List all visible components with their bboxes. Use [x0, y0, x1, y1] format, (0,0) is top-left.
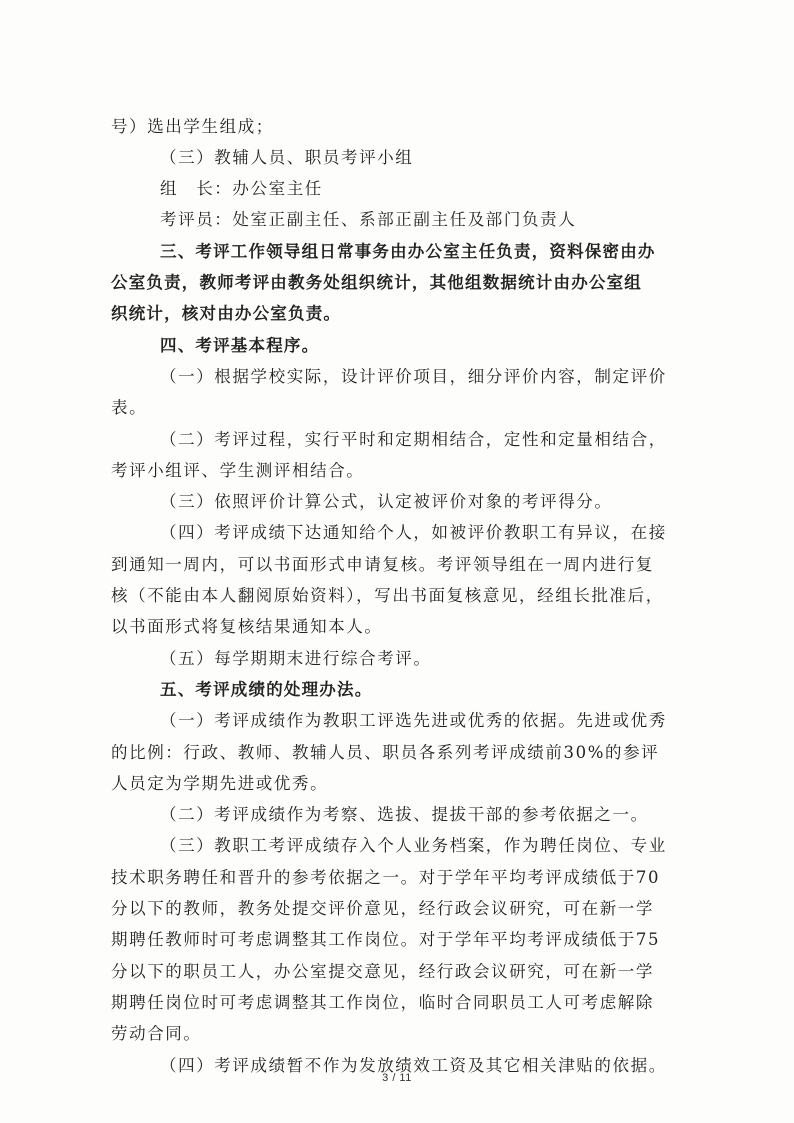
text-line-12: 考评小组评、学生测评相结合。 [111, 460, 365, 480]
text-line-4: 考评员：处室正副主任、系部正副主任及部门负责人 [160, 210, 577, 230]
text-line-3: 组 长：办公室主任 [160, 179, 323, 199]
text-line-9: （一）根据学校实际，设计评价项目，细分评价内容，制定评价 [160, 366, 667, 386]
text-line-31: （四）考评成绩暂不作为发放绩效工资及其它相关津贴的依据。 [160, 1055, 667, 1075]
section-3-line-2: 公室负责，教师考评由教务处组织统计，其他组数据统计由办公室组 [111, 273, 642, 292]
text-line-17: 以书面形式将复核结果通知本人。 [111, 617, 383, 637]
text-line-2: （三）教辅人员、职员考评小组 [160, 147, 414, 167]
text-line-20: （一）考评成绩作为教职工评选先进或优秀的依据。先进或优秀 [160, 711, 667, 731]
section-4-heading: 四、考评基本程序。 [160, 335, 320, 355]
text-line-18: （五）每学期期末进行综合考评。 [160, 648, 432, 668]
text-line-26: 分以下的教师，教务处提交评价意见，经行政会议研究，可在新一学 [111, 899, 654, 918]
text-line-21: 的比例：行政、教师、教辅人员、职员各系列考评成绩前30%的参评 [111, 742, 660, 762]
text-line-27: 期聘任教师时可考虑调整其工作岗位。对于学年平均考评成绩低于75 [111, 930, 661, 950]
section-3-heading: 三、考评工作领导组日常事务由办公室主任负责，资料保密由办 [160, 241, 656, 261]
text-line-28: 分以下的职员工人，办公室提交意见，经行政会议研究，可在新一学 [111, 961, 654, 981]
text-line-30: 劳动合同。 [111, 1024, 202, 1044]
text-line-1: 号）选出学生组成； [111, 116, 274, 136]
text-line-15: 到通知一周内，可以书面形式申请复核。考评领导组在一周内进行复 [111, 554, 654, 574]
page-number: 3 / 11 [382, 1072, 412, 1084]
section-3-line-3: 织统计，核对由办公室负责。 [111, 304, 342, 324]
text-line-11: （二）考评过程，实行平时和定期相结合，定性和定量相结合， [160, 429, 667, 449]
text-line-29: 期聘任岗位时可考虑调整其工作岗位，临时合同职员工人可考虑解除 [111, 992, 654, 1012]
text-line-16: 核（不能由本人翻阅原始资料），写出书面复核意见，经组长批准后， [111, 586, 664, 605]
text-line-23: （二）考评成绩作为考察、选拔、提拔干部的参考依据之一。 [160, 805, 649, 825]
section-5-heading: 五、考评成绩的处理办法。 [160, 679, 373, 699]
text-line-10: 表。 [111, 398, 148, 418]
text-line-24: （三）教职工考评成绩存入个人业务档案，作为聘任岗位、专业 [160, 836, 667, 856]
text-line-13: （三）依照评价计算公式，认定被评价对象的考评得分。 [160, 492, 613, 512]
text-line-22: 人员定为学期先进或优秀。 [111, 773, 329, 793]
text-line-14: （四）考评成绩下达通知给个人，如被评价教职工有异议，在接 [160, 523, 667, 543]
text-line-25: 技术职务聘任和晋升的参考依据之一。对于学年平均考评成绩低于70 [111, 867, 661, 887]
